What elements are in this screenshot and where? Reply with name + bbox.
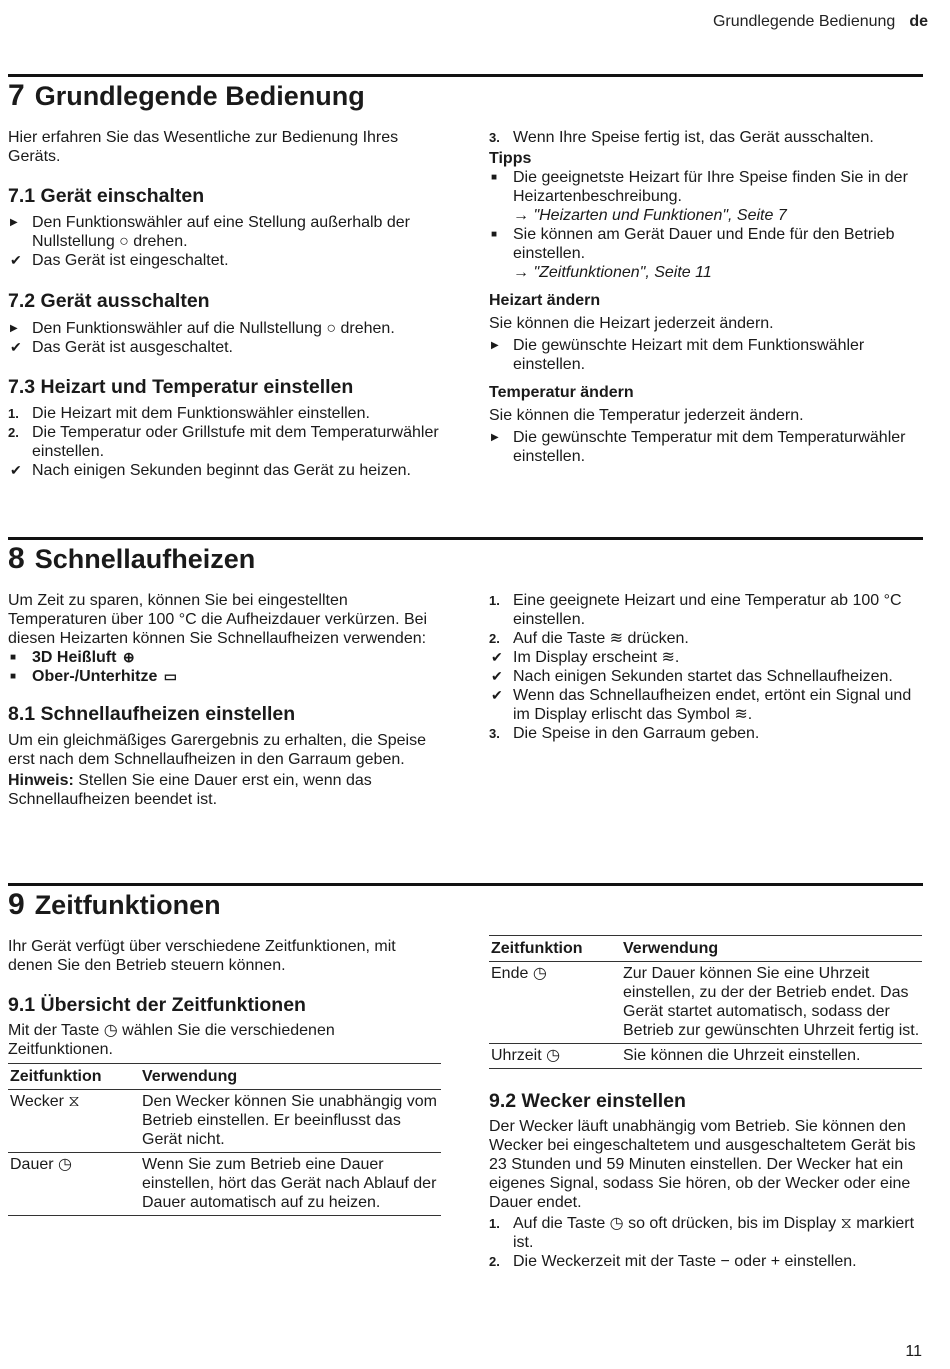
section-7-left-column — [8, 128, 440, 480]
table-row: Dauer ◷ Wenn Sie zum Betrieb eine Dauer einstellen, hört das Gerät nach Ablauf der Dauer automatisch auf zu heizen. — [8, 1153, 441, 1216]
temperatur-text: Sie können die Temperatur jederzeit ändern. — [489, 407, 804, 424]
table-header-row: Zeitfunktion Verwendung — [8, 1064, 441, 1090]
check-icon: ✔ — [491, 687, 503, 703]
list-item: 3. Wenn Ihre Speise fertig ist, das Gerät ausschalten. — [489, 129, 874, 146]
header-title: Grundlegende Bedienung — [712, 13, 896, 30]
section-title: Schnellaufheizen — [34, 544, 256, 574]
time-functions-table — [8, 1063, 441, 1216]
section-number: 7 — [8, 79, 25, 112]
section-title: Grundlegende Bedienung — [34, 81, 365, 111]
heading-8-1: 8.1 Schnellaufheizen einstellen — [8, 703, 296, 725]
heading-7-1: 7.1 Gerät einschalten — [8, 185, 205, 207]
section-8-left-column — [8, 591, 440, 809]
arrow-bullet-icon: ▶ — [491, 432, 499, 443]
intro-text: Um Zeit zu sparen, können Sie bei eingestellten Temperaturen über 100 °C die Aufheizdauer verkürzen. Bei diesen Heizarten können Sie Schnellaufheizen verwenden: — [8, 592, 428, 647]
body-text: Der Wecker läuft unabhängig vom Betrieb. Sie können den Wecker bei eingeschaltetem und ausgeschaltetem Gerät bis 23 Stunden und 59 Minuten einstellen. Der Wecker hat ein eigenes Signal, sodass Sie hören, ob der Wecker oder eine Dauer endet. — [489, 1118, 916, 1211]
check-icon: ✔ — [10, 462, 22, 478]
cross-reference-link[interactable]: → "Zeitfunktionen", Seite 11 — [513, 264, 712, 281]
list-item: ▶ Die gewünschte Heizart mit dem Funktionswähler einstellen. — [491, 337, 865, 373]
list-item: ✔ Nach einigen Sekunden startet das Schnellaufheizen. — [491, 668, 893, 685]
heizart-text: Sie können die Heizart jederzeit ändern. — [489, 315, 774, 332]
section-7-heading — [8, 80, 365, 112]
list-item: 3. Die Speise in den Garraum geben. — [489, 725, 760, 742]
heading-9-2: 9.2 Wecker einstellen — [489, 1090, 686, 1112]
note-text: Hinweis: Stellen Sie eine Dauer erst ein, wenn das Schnellaufheizen beendet ist. — [8, 772, 372, 808]
list-item: ■ Ober-/Unterhitze ▭ — [10, 668, 178, 685]
cross-reference-link[interactable]: → "Heizarten und Funktionen", Seite 7 — [513, 207, 787, 224]
list-item: ▶ Den Funktionswähler auf eine Stellung außerhalb der Nullstellung ○ drehen. — [10, 214, 411, 250]
list-item: 2. Auf die Taste ≋ drücken. — [489, 630, 689, 647]
section-rule — [8, 537, 923, 540]
arrow-bullet-icon: ▶ — [10, 323, 18, 334]
running-header — [713, 12, 928, 31]
square-bullet-icon: ■ — [491, 229, 498, 240]
section-8-right-column — [489, 591, 921, 743]
heizart-heading: Heizart ändern — [489, 292, 601, 309]
section-title: Zeitfunktionen — [34, 890, 221, 920]
list-item: 1. Eine geeignete Heizart und eine Temperatur ab 100 °C einstellen. — [489, 592, 902, 628]
section-rule — [8, 74, 923, 77]
intro-text: Hier erfahren Sie das Wesentliche zur Bedienung Ihres Geräts. — [8, 129, 399, 165]
check-icon: ✔ — [10, 252, 22, 268]
check-icon: ✔ — [491, 668, 503, 684]
list-item: ✔ Das Gerät ist eingeschaltet. — [10, 252, 229, 269]
body-text: Mit der Taste ◷ wählen Sie die verschiedenen Zeitfunktionen. — [8, 1022, 335, 1058]
table-header-row: Zeitfunktion Verwendung — [489, 936, 922, 962]
arrow-bullet-icon: ▶ — [10, 217, 18, 228]
list-item: ✔ Nach einigen Sekunden beginnt das Gerät zu heizen. — [10, 462, 411, 479]
list-item: 2. Die Temperatur oder Grillstufe mit dem Temperaturwähler einstellen. — [8, 424, 439, 460]
heading-7-3: 7.3 Heizart und Temperatur einstellen — [8, 376, 354, 398]
list-item: ■ Sie können am Gerät Dauer und Ende für den Betrieb einstellen. → "Zeitfunktionen", Seite 11 — [491, 226, 895, 281]
list-item: ✔ Im Display erscheint ≋. — [491, 649, 680, 666]
list-item: ▶ Die gewünschte Temperatur mit dem Temperaturwähler einstellen. — [491, 429, 906, 465]
table-row: Wecker ⧖ Den Wecker können Sie unabhängig vom Betrieb einstellen. Er beeinflusst das Gerät nicht. — [8, 1090, 441, 1153]
heading-7-2: 7.2 Gerät ausschalten — [8, 290, 210, 312]
section-9-heading — [8, 889, 221, 921]
list-item: 1. Die Heizart mit dem Funktionswähler einstellen. — [8, 405, 370, 422]
section-number: 9 — [8, 888, 25, 921]
list-item: ✔ Wenn das Schnellaufheizen endet, ertönt ein Signal und im Display erlischt das Symbol ≋. — [491, 687, 912, 723]
temperatur-heading: Temperatur ändern — [489, 384, 634, 401]
check-icon: ✔ — [10, 339, 22, 355]
arrow-bullet-icon: ▶ — [491, 340, 499, 351]
body-text: Um ein gleichmäßiges Garergebnis zu erhalten, die Speise erst nach dem Schnellaufheizen in den Garraum geben. — [8, 732, 426, 768]
list-item: 2. Die Weckerzeit mit der Taste − oder + einstellen. — [489, 1253, 857, 1270]
table-row: Ende ◷ Zur Dauer können Sie eine Uhrzeit einstellen, zu der der Betrieb endet. Das Gerät startet automatisch, sodass der Betrieb zur gewünschten Uhrzeit fertig ist. — [489, 962, 922, 1044]
list-item: ▶ Den Funktionswähler auf die Nullstellung ○ drehen. — [10, 320, 395, 337]
section-7-right-column — [489, 128, 921, 466]
section-8-heading — [8, 543, 255, 575]
list-item: ■ Die geeignetste Heizart für Ihre Speise finden Sie in der Heizartenbeschreibung. → "Heizarten und Funktionen", Seite 7 — [491, 169, 908, 224]
section-number: 8 — [8, 542, 25, 575]
hot-air-icon: ⊕ — [122, 649, 135, 665]
list-item: ✔ Das Gerät ist ausgeschaltet. — [10, 339, 233, 356]
top-bottom-heat-icon: ▭ — [163, 668, 178, 684]
check-icon: ✔ — [491, 649, 503, 665]
page-number: 11 — [905, 1343, 922, 1360]
tips-heading: Tipps — [489, 150, 532, 167]
intro-text: Ihr Gerät verfügt über verschiedene Zeitfunktionen, mit denen Sie den Betrieb steuern können. — [8, 938, 396, 974]
list-item: ■ 3D Heißluft ⊕ — [10, 649, 135, 666]
square-bullet-icon: ■ — [491, 172, 498, 183]
square-bullet-icon: ■ — [10, 671, 17, 682]
time-functions-table-continued — [489, 935, 922, 1069]
list-item: 1. Auf die Taste ◷ so oft drücken, bis im Display ⧖ markiert ist. — [489, 1215, 915, 1251]
table-row: Uhrzeit ◷ Sie können die Uhrzeit einstellen. — [489, 1044, 922, 1069]
section-9-right-column — [489, 935, 921, 1271]
header-lang: de — [909, 13, 928, 30]
heading-9-1: 9.1 Übersicht der Zeitfunktionen — [8, 994, 306, 1016]
section-rule — [8, 883, 923, 886]
square-bullet-icon: ■ — [10, 652, 17, 663]
section-9-left-column — [8, 937, 440, 1216]
